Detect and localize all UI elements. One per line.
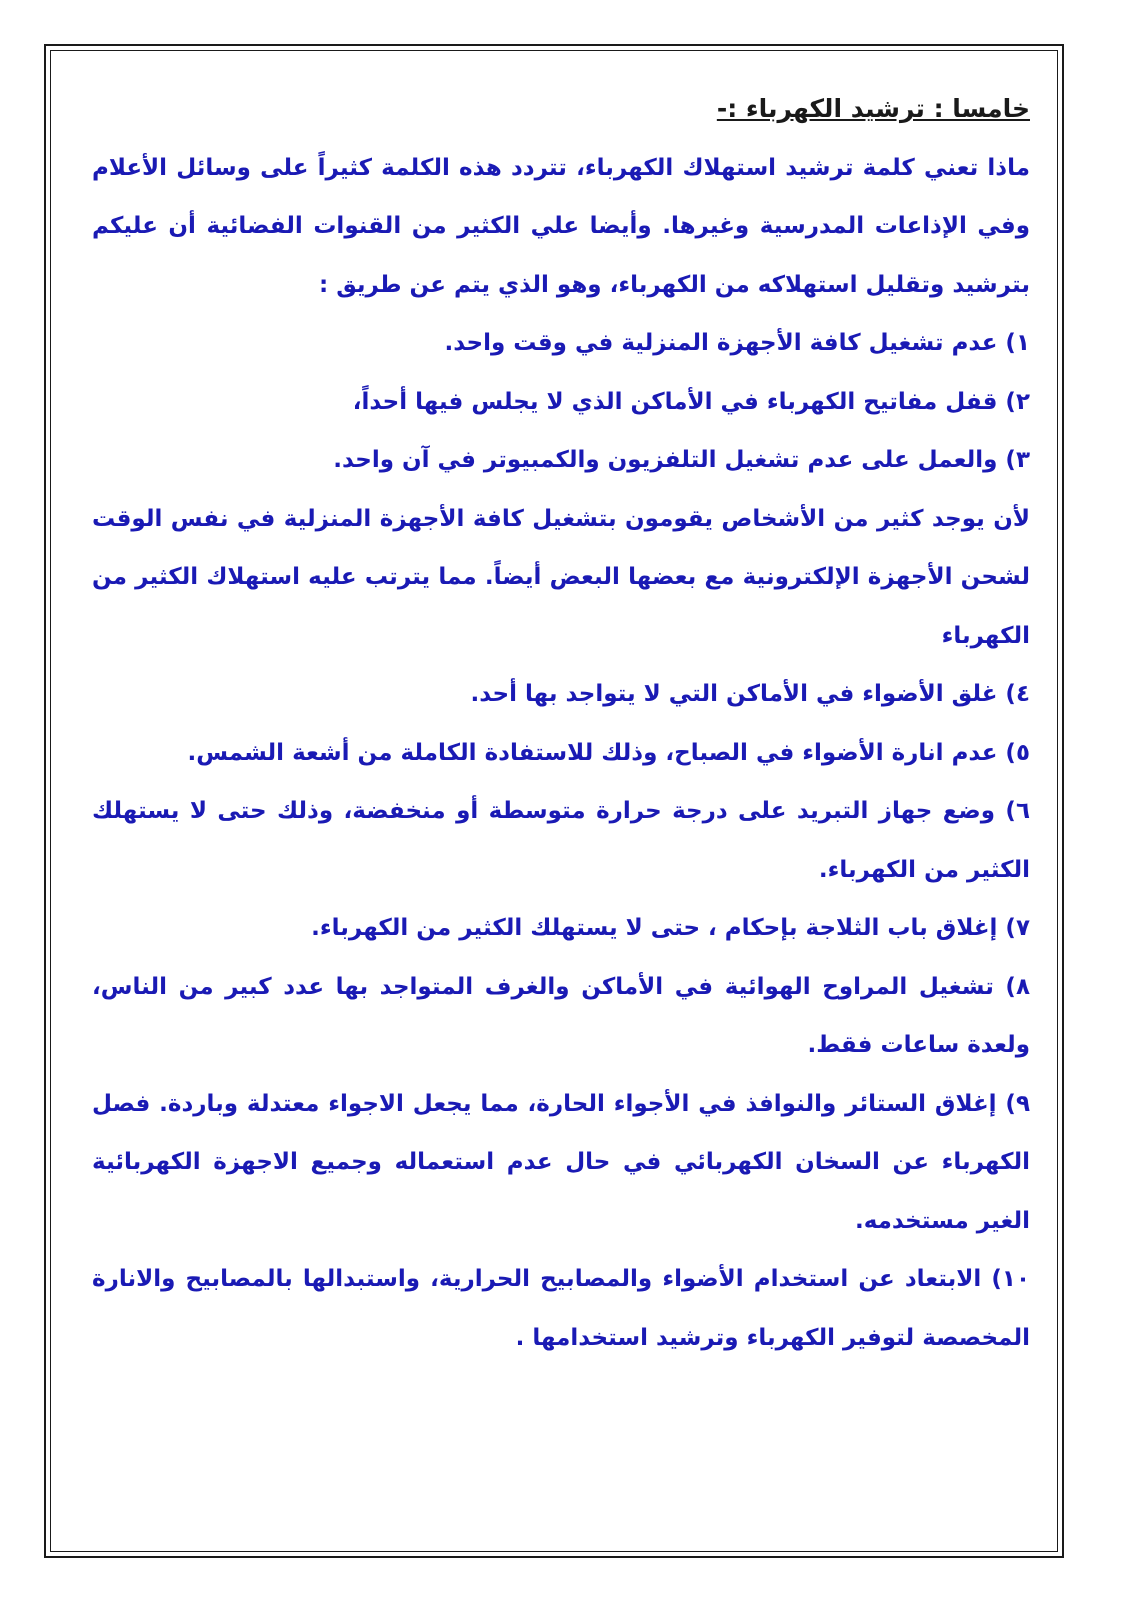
explanation-paragraph: لأن يوجد كثير من الأشخاص يقومون بتشغيل كافة الأجهزة المنزلية في نفس الوقت لشحن الأجهزة الإلكترونية مع بعضها البعض أيضاً. مما يترتب عليه استهلاك الكثير من الكهرباء (92, 505, 1030, 649)
list-item-1: ١) عدم تشغيل كافة الأجهزة المنزلية في وقت واحد. (444, 330, 1030, 356)
list-item-10: ١٠) الابتعاد عن استخدام الأضواء والمصابيح الحرارية، واستبدالها بالمصابيح والانارة المخصصة لتوفير الكهرباء وترشيد استخدامها . (92, 1266, 1030, 1351)
section-title: خامسا : ترشيد الكهرباء :- (716, 94, 1030, 123)
list-item-4: ٤) غلق الأضواء في الأماكن التي لا يتواجد بها أحد. (470, 681, 1030, 707)
intro-paragraph: ماذا تعني كلمة ترشيد استهلاك الكهرباء، تتردد هذه الكلمة كثيراً على وسائل الأعلام وفي الإذاعات المدرسية وغيرها. وأيضا علي الكثير من القنوات الفضائية أن عليكم بترشيد وتقليل استهلاكه من الكهرباء، وهو الذي يتم عن طريق : (92, 154, 1030, 298)
list-item-9: ٩) إغلاق الستائر والنوافذ في الأجواء الحارة، مما يجعل الاجواء معتدلة وباردة. فصل الكهرباء عن السخان الكهربائي في حال عدم استعماله وجميع الاجهزة الكهربائية الغير مستخدمه. (92, 1090, 1030, 1234)
list-item-6: ٦) وضع جهاز التبريد على درجة حرارة متوسطة أو منخفضة، وذلك حتى لا يستهلك الكثير من الكهرباء. (92, 798, 1030, 883)
list-item-3: ٣) والعمل على عدم تشغيل التلفزيون والكمبيوتر في آن واحد. (333, 447, 1030, 473)
document-body (92, 80, 1030, 1367)
list-item-7: ٧) إغلاق باب الثلاجة بإحكام ، حتى لا يستهلك الكثير من الكهرباء. (311, 915, 1030, 941)
list-item-2: ٢) قفل مفاتيح الكهرباء في الأماكن الذي لا يجلس فيها أحداً، (352, 388, 1030, 415)
list-item-8: ٨) تشغيل المراوح الهوائية في الأماكن والغرف المتواجد بها عدد كبير من الناس، ولعدة ساعات فقط. (92, 973, 1030, 1058)
list-item-5: ٥) عدم انارة الأضواء في الصباح، وذلك للاستفادة الكاملة من أشعة الشمس. (187, 739, 1030, 766)
